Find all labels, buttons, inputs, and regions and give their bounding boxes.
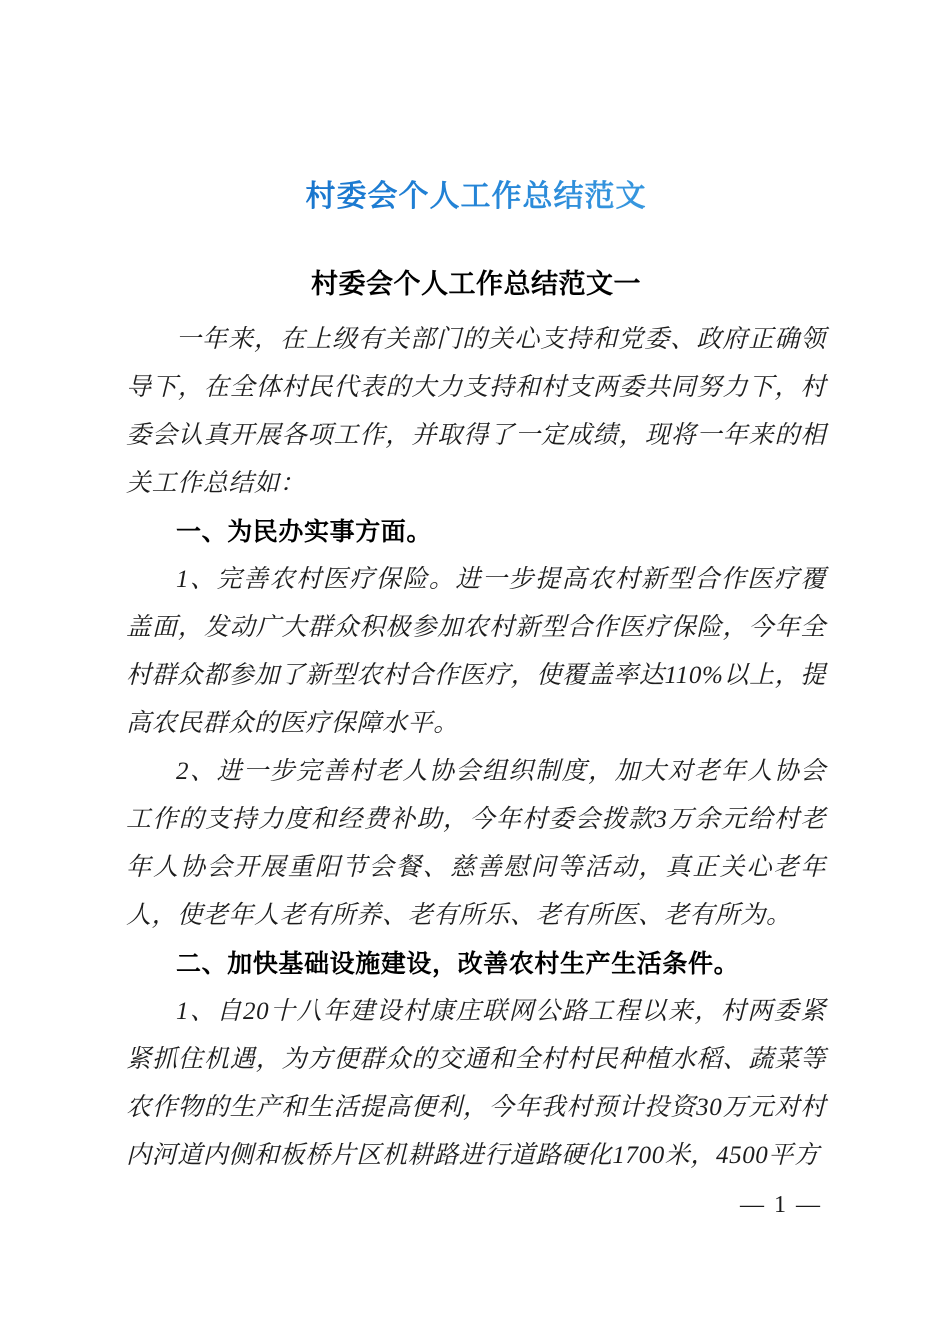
body-paragraph: 1、完善农村医疗保险。进一步提高农村新型合作医疗覆盖面，发动广大群众积极参加农村新型合作医疗保险，今年全村群众都参加了新型农村合作医疗，使覆盖率达110%以上，提高农民群众的医疗保障水平。	[126, 566, 826, 737]
body-paragraph: 一年来，在上级有关部门的关心支持和党委、政府正确领导下，在全体村民代表的大力支持和村支两委共同努力下，村委会认真开展各项工作，并取得了一定成绩，现将一年来的相关工作总结如：	[126, 326, 826, 497]
section-heading: 二、加快基础设施建设，改善农村生产生活条件。	[176, 950, 740, 978]
document-body	[126, 316, 826, 1180]
page-title: 村委会个人工作总结范文	[126, 176, 826, 218]
body-paragraph: 2、进一步完善村老人协会组织制度，加大对老年人协会工作的支持力度和经费补助，今年村委会拨款3万余元给村老年人协会开展重阳节会餐、慈善慰问等活动，真正关心老年人，使老年人老有所养、老有所乐、老有所医、老有所为。	[126, 758, 826, 929]
section-heading: 一、为民办实事方面。	[176, 518, 433, 546]
document-subtitle: 村委会个人工作总结范文一	[311, 269, 641, 299]
body-paragraph: 1、自20十八年建设村康庄联网公路工程以来，村两委紧紧抓住机遇，为方便群众的交通和全村村民种植水稻、蔬菜等农作物的生产和生活提高便利，今年我村预计投资30万元对村内河道内侧和板桥片区机耕路进行道路硬化1700米，4500平方	[126, 998, 826, 1169]
page-number-footer: — 1 —	[740, 1192, 822, 1218]
